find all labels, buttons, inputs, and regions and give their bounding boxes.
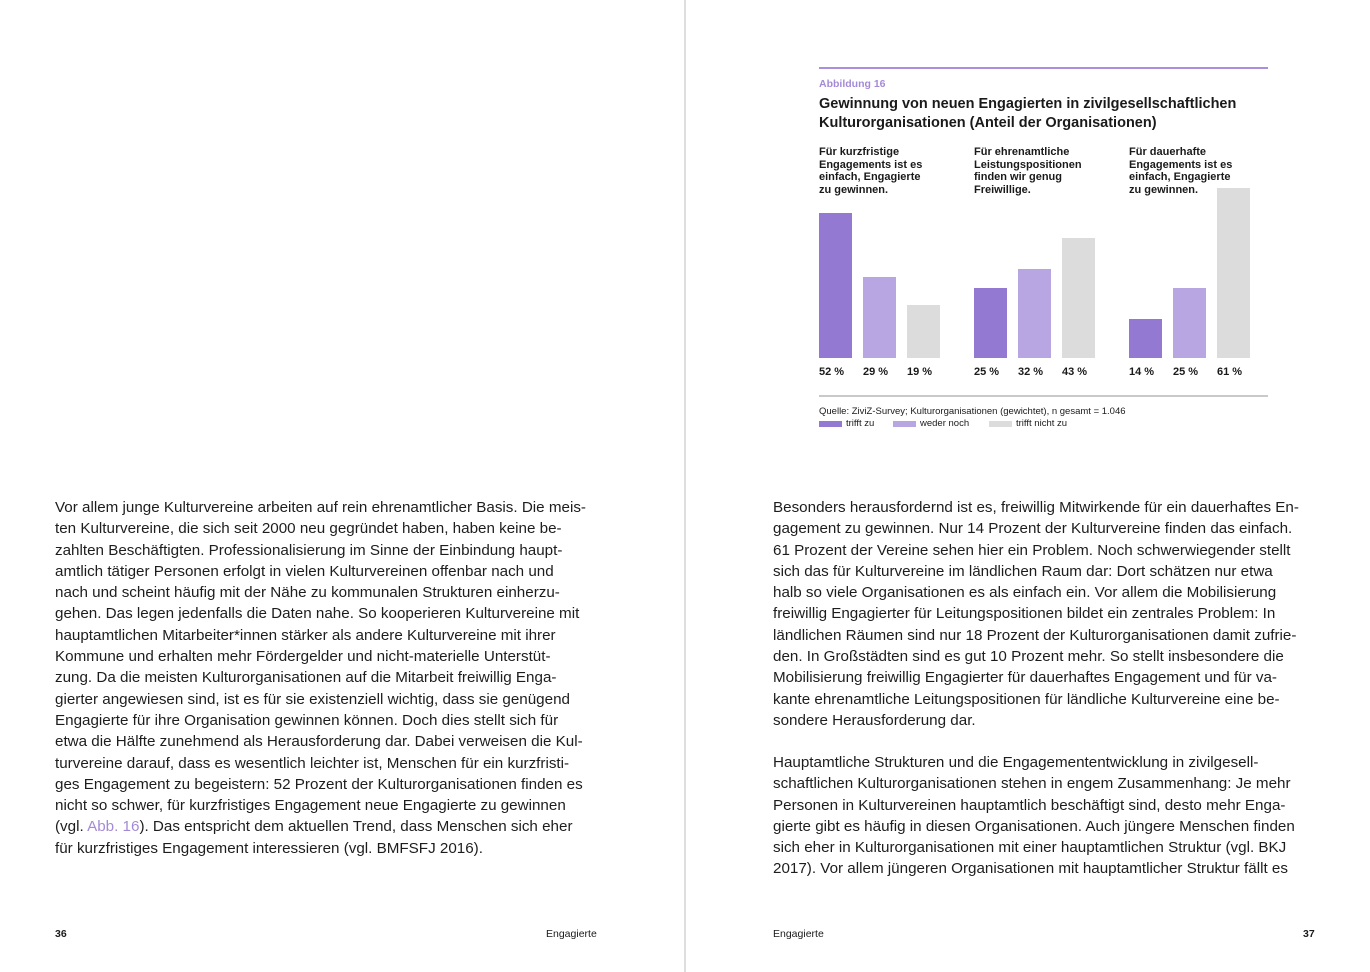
bar-value-label: 19 % [907, 366, 933, 378]
ref-prefix: (vgl. [55, 818, 88, 836]
text-line: nach und scheint häufig mit der Nähe zu kommunalen Strukturen einherzu- [55, 584, 560, 602]
legend-label: trifft nicht zu [1016, 418, 1068, 429]
bar-value-label: 29 % [863, 366, 889, 378]
text-line: hauptamtlichen Mitarbeiter*innen stärker als andere Kulturvereine mit ihrer [55, 626, 556, 644]
category-label-1 [819, 146, 922, 196]
legend-swatch [893, 421, 916, 427]
bar-trifft-zu-3 [1129, 319, 1162, 358]
bar-value-label: 43 % [1062, 366, 1088, 378]
text-line: 61 Prozent der Vereine sehen hier ein Problem. Noch schwerwiegender stellt [773, 541, 1291, 559]
figure-bottom-rule [819, 395, 1268, 397]
text-line: für kurzfristiges Engagement interessieren (vgl. BMFSFJ 2016). [55, 839, 483, 857]
text-line: gagement zu gewinnen. Nur 14 Prozent der Kulturvereine finden das einfach. [773, 520, 1293, 538]
text-line: den. In Großstädten sind es gut 10 Prozent mehr. So stellt insbesondere die [773, 648, 1284, 666]
bar-value-label: 61 % [1217, 366, 1243, 378]
category-label-line: Für kurzfristige [819, 146, 900, 158]
text-line: sich eher in Kulturorganisationen mit einer hauptamtlichen Struktur (vgl. BKJ [773, 839, 1287, 857]
bar-trifft-zu-1 [819, 213, 852, 358]
figure-label: Abbildung 16 [819, 78, 886, 90]
bar-trifft-nicht-zu-3 [1217, 188, 1250, 358]
figure-top-rule [819, 67, 1268, 69]
text-line: ländlichen Räumen sind nur 18 Prozent der Kulturorganisationen damit zufrie- [773, 626, 1297, 644]
text-line: 2017). Vor allem jüngeren Organisationen mit hauptamtlicher Struktur fällt es [773, 860, 1288, 878]
right-paragraph-2 [773, 752, 1295, 880]
text-line: Mobilisierung freiwillig Engagierter für dauerhaftes Engagement und für va- [773, 669, 1277, 687]
bar-trifft-nicht-zu-1 [907, 305, 940, 358]
chart-title [819, 95, 1236, 132]
right-page [686, 0, 1370, 972]
text-line: gierte gibt es häufig in diesen Organisationen. Auch jüngere Menschen finden [773, 817, 1295, 835]
text-line: etwa die Hälfte zunehmend als Herausforderung dar. Dabei verweisen die Kul- [55, 733, 583, 751]
category-label-line: Engagements ist es [1129, 158, 1233, 171]
running-head: Engagierte [546, 928, 597, 940]
text-line: Besonders herausfordernd ist es, freiwillig Mitwirkende für ein dauerhaftes En- [773, 499, 1299, 516]
bar-value-label: 25 % [974, 366, 1000, 378]
text-line: Hauptamtliche Strukturen und die Engagemententwicklung in zivilgesell- [773, 754, 1259, 771]
category-label-line: Für ehrenamtliche [974, 146, 1070, 158]
text-line: gehen. Das legen jedenfalls die Daten nahe. So kooperieren Kulturvereine mit [55, 605, 580, 623]
text-line: schaftlichen Kulturorganisationen stehen in engem Zusammenhang: Je mehr [773, 775, 1291, 793]
category-label-line: Freiwillige. [974, 183, 1031, 196]
category-label-line: Für dauerhafte [1129, 146, 1207, 158]
legend-item-trifft-nicht-zu [989, 418, 1067, 429]
text-line: halb so viele Organisationen es als einfach ein. Vor allem die Mobilisierung [773, 584, 1277, 602]
bar-value-label: 32 % [1018, 366, 1044, 378]
text-line: zahlten Beschäftigten. Professionalisierung im Sinne der Einbindung haupt- [55, 541, 563, 559]
bar-value-label: 25 % [1173, 366, 1199, 378]
category-label-line: finden wir genug [974, 171, 1062, 184]
bar-weder-noch-2 [1018, 269, 1051, 358]
legend-swatch [989, 421, 1012, 427]
text-line: Kommune und erhalten mehr Fördergelder und nicht-materielle Unterstüt- [55, 648, 551, 666]
chart-source: Quelle: ZiviZ-Survey; Kulturorganisationen (gewichtet), n gesamt = 1.046 [819, 406, 1126, 417]
legend-swatch [819, 421, 842, 427]
text-line: freiwillig Engagierter für Leitungspositionen bildet ein zentrales Problem: In [773, 605, 1276, 623]
right-paragraph-1 [773, 497, 1299, 731]
left-page [0, 0, 684, 972]
legend-label: weder noch [920, 418, 970, 429]
ref-suffix: ). Das entspricht dem aktuellen Trend, dass Menschen sich eher [139, 818, 573, 836]
bar-weder-noch-3 [1173, 288, 1206, 358]
category-label-line: einfach, Engagierte [819, 171, 921, 184]
text-line: kante ehrenamtliche Leitungspositionen für ländliche Kulturvereine eine be- [773, 690, 1280, 708]
category-label-line: einfach, Engagierte [1129, 171, 1231, 184]
legend-item-trifft-zu [819, 418, 874, 429]
legend-label: trifft zu [846, 418, 875, 429]
category-label-line: Leistungspositionen [974, 158, 1082, 171]
left-paragraph [55, 497, 586, 859]
text-line: nicht so schwer, für kurzfristiges Engagement neue Engagierte zu gewinnen [55, 797, 566, 815]
page-number: 36 [55, 928, 67, 940]
text-line: Personen in Kulturvereinen hauptamtlich beschäftigt sind, desto mehr Enga- [773, 796, 1286, 814]
legend-item-weder-noch [893, 418, 969, 429]
bar-value-label: 14 % [1129, 366, 1155, 378]
text-line: turvereine darauf, dass es wesentlich leichter ist, Menschen für ein kurzfristi- [55, 754, 570, 772]
text-line: amtlich tätiger Personen erfolgt in vielen Kulturvereinen offenbar nach und [55, 562, 554, 580]
bar-trifft-zu-2 [974, 288, 1007, 358]
bar-trifft-nicht-zu-2 [1062, 238, 1095, 358]
page-number: 37 [1303, 928, 1315, 940]
category-label-line: zu gewinnen. [819, 183, 889, 196]
text-line: Vor allem junge Kulturvereine arbeiten auf rein ehrenamtlicher Basis. Die meis- [55, 499, 586, 516]
chart-title-line: Gewinnung von neuen Engagierten in zivilgesellschaftlichen [819, 96, 1237, 112]
text-line: Engagierte für ihre Organisation gewinnen können. Doch dies stellt sich für [55, 711, 559, 729]
text-line: sich das für Kulturvereine im ländlichen Raum dar: Dort schätzen nur etwa [773, 562, 1273, 580]
bar-weder-noch-1 [863, 277, 896, 358]
category-label-line: zu gewinnen. [1129, 183, 1199, 196]
running-head: Engagierte [773, 928, 824, 940]
text-line: gierter angewiesen sind, ist es für sie existenziell wichtig, dass sie genügend [55, 690, 570, 708]
figure-reference-link[interactable]: Abb. 16 [87, 818, 140, 836]
category-label-line: Engagements ist es [819, 158, 923, 171]
category-label-2 [974, 146, 1082, 196]
text-line: sondere Herausforderung dar. [773, 711, 976, 729]
text-line [55, 816, 586, 837]
text-line: ges Engagement zu begeistern: 52 Prozent der Kulturorganisationen finden es [55, 775, 583, 793]
chart-title-line: Kulturorganisationen (Anteil der Organisationen) [819, 114, 1157, 131]
bar-value-label: 52 % [819, 366, 845, 378]
text-line: zung. Da die meisten Kulturorganisationen auf die Mitarbeit freiwillig Enga- [55, 669, 557, 687]
text-line: ten Kulturvereine, die sich seit 2000 neu gegründet haben, haben keine be- [55, 520, 562, 538]
